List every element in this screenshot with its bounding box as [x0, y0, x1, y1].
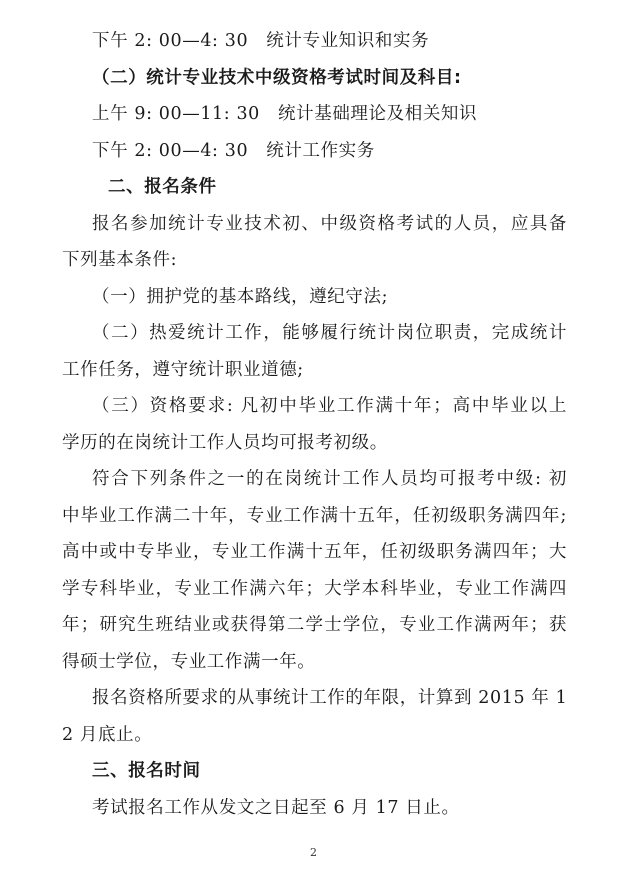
paragraph-conditions-intro-line-1: 报名参加统计专业技术初、中级资格考试的人员，应具备 — [92, 214, 567, 234]
exam-time-morning-2: 上午 9: 00—11: 30 统计基础理论及相关知识 — [92, 104, 478, 124]
intermediate-criteria-line-5: 年；研究生班结业或获得第二学士学位，专业工作满两年；获 — [62, 615, 567, 635]
section-heading-registration-conditions: 二、报名条件 — [108, 177, 217, 197]
page-number: 2 — [310, 846, 317, 859]
exam-time-afternoon-2: 下午 2: 00—4: 30 统计工作实务 — [92, 141, 375, 161]
intermediate-criteria-line-3: 高中或中专毕业，专业工作满十五年，任初级职务满四年；大 — [62, 542, 567, 562]
condition-item-3-line-2: 学历的在岗统计工作人员均可报考初级。 — [62, 433, 388, 453]
registration-period-text: 考试报名工作从发文之日起至 6 月 17 日止。 — [92, 798, 460, 818]
intermediate-criteria-line-4: 学专科毕业，专业工作满六年；大学本科毕业，专业工作满四 — [62, 579, 567, 599]
condition-item-2-line-1: （二）热爱统计工作，能够履行统计岗位职责，完成统计 — [92, 323, 567, 343]
exam-time-afternoon-1: 下午 2: 00—4: 30 统计专业知识和实务 — [92, 31, 430, 51]
section-heading-intermediate-exam: （二）统计专业技术中级资格考试时间及科目: — [92, 68, 462, 88]
condition-item-2-line-2: 工作任务，遵守统计职业道德; — [62, 360, 304, 380]
intermediate-criteria-line-6: 得硕士学位，专业工作满一年。 — [62, 652, 316, 672]
condition-item-3-line-1: （三）资格要求: 凡初中毕业工作满十年；高中毕业以上 — [92, 396, 567, 416]
intermediate-criteria-line-2: 中毕业工作满二十年，专业工作满十五年，任初级职务满四年; — [62, 506, 567, 526]
paragraph-conditions-intro-line-2: 下列基本条件: — [62, 250, 178, 270]
work-years-deadline-line-1: 报名资格所要求的从事统计工作的年限，计算到 2015 年 1 — [92, 688, 568, 708]
section-heading-registration-time: 三、报名时间 — [92, 761, 201, 781]
intermediate-criteria-line-1: 符合下列条件之一的在岗统计工作人员均可报考中级: 初 — [92, 469, 567, 489]
condition-item-1: （一）拥护党的基本路线，遵纪守法; — [92, 287, 389, 307]
work-years-deadline-line-2: 2 月底止。 — [62, 725, 153, 745]
